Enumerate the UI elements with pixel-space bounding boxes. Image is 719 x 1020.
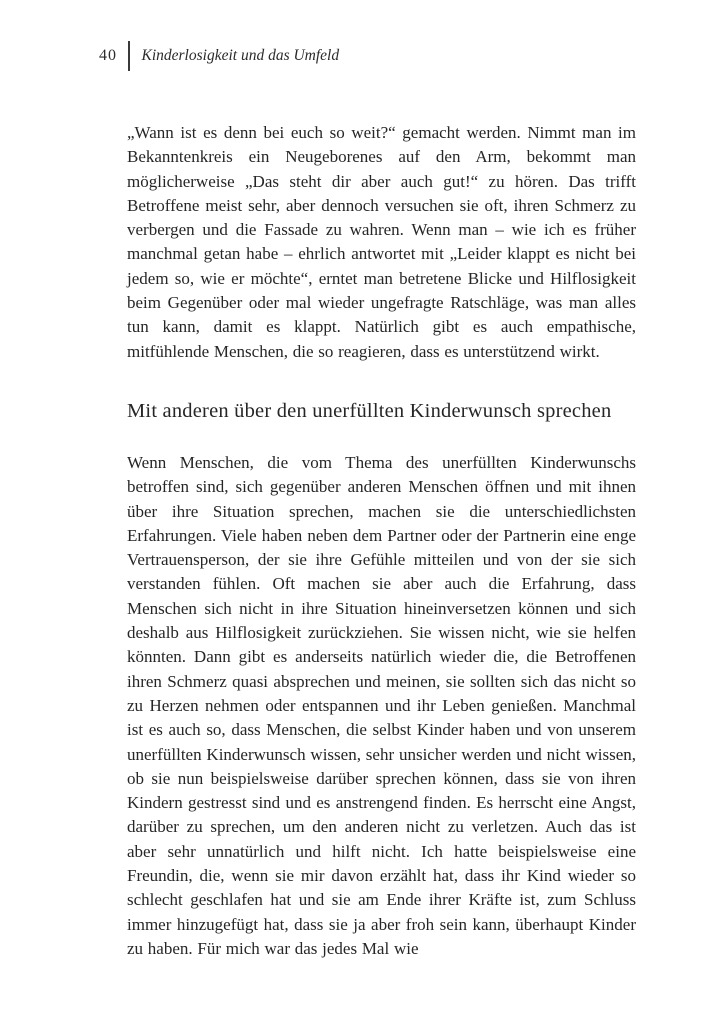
body-paragraph-2: Wenn Menschen, die vom Thema des unerfüllten Kinderwunschs betroffen sind, sich gegenüber anderen Menschen öffnen und mit ihnen über ihre Situation sprechen, machen sie die unterschiedlichsten Erfahrungen. Viele haben neben dem Partner oder der Partnerin eine enge Vertrauensperson, der sie ihre Gefühle mitteilen und von der sie sich verstanden fühlen. Oft machen sie aber auch die Erfahrung, dass Menschen sich nicht in ihre Situation hineinversetzen können und sich deshalb aus Hilflosigkeit zurückziehen. Sie wissen nicht, wie sie helfen könnten. Dann gibt es anderseits natürlich wieder die, die Betroffenen ihren Schmerz quasi absprechen und meinen, sie sollten sich das nicht so zu Herzen nehmen oder entspannen und ihr Leben genießen. Manchmal ist es auch so, dass Menschen, die selbst Kinder haben und von unserem unerfüllten Kinderwunsch wissen, sehr unsicher werden und nicht wissen, ob sie nun beispielsweise darüber sprechen können, dass sie von ihren Kindern gestresst sind und es anstrengend finden. Es herrscht eine Angst, darüber zu sprechen, um den anderen nicht zu verletzen. Auch das ist aber sehr unnatürlich und hilft nicht. Ich hatte beispielsweise eine Freundin, die, wenn sie mir davon erzählt hat, dass ihr Kind wieder so schlecht geschlafen hat und sie am Ende ihrer Kräfte ist, zum Schluss immer hinzugefügt hat, dass sie ja aber froh sein kann, überhaupt Kinder zu haben. Für mich war das jedes Mal wie [127,452,636,958]
running-head: Kinderlosigkeit und das Umfeld [141,47,340,64]
page-body [127,121,636,961]
header-divider [128,41,130,71]
section-heading: Mit anderen über den unerfüllten Kinderwunsch sprechen [127,399,612,422]
page-header [99,40,339,72]
page-number: 40 [99,47,117,64]
body-paragraph-1: „Wann ist es denn bei euch so weit?“ gemacht werden. Nimmt man im Bekanntenkreis ein Neugeborenes auf den Arm, bekommt man möglicherweise „Das steht dir aber auch gut!“ zu hören. Das trifft Betroffene meist sehr, aber dennoch versuchen sie oft, ihren Schmerz zu verbergen und die Fassade zu wahren. Wenn man – wie ich es früher manchmal getan habe – ehrlich antwortet mit „Leider klappt es nicht bei jedem so, wie er möchte“, erntet man betretene Blicke und Hilflosigkeit beim Gegenüber oder mal wieder ungefragte Ratschläge, was man alles tun kann, damit es klappt. Natürlich gibt es auch empathische, mitfühlende Menschen, die so reagieren, dass es unterstützend wirkt. [127,123,636,361]
